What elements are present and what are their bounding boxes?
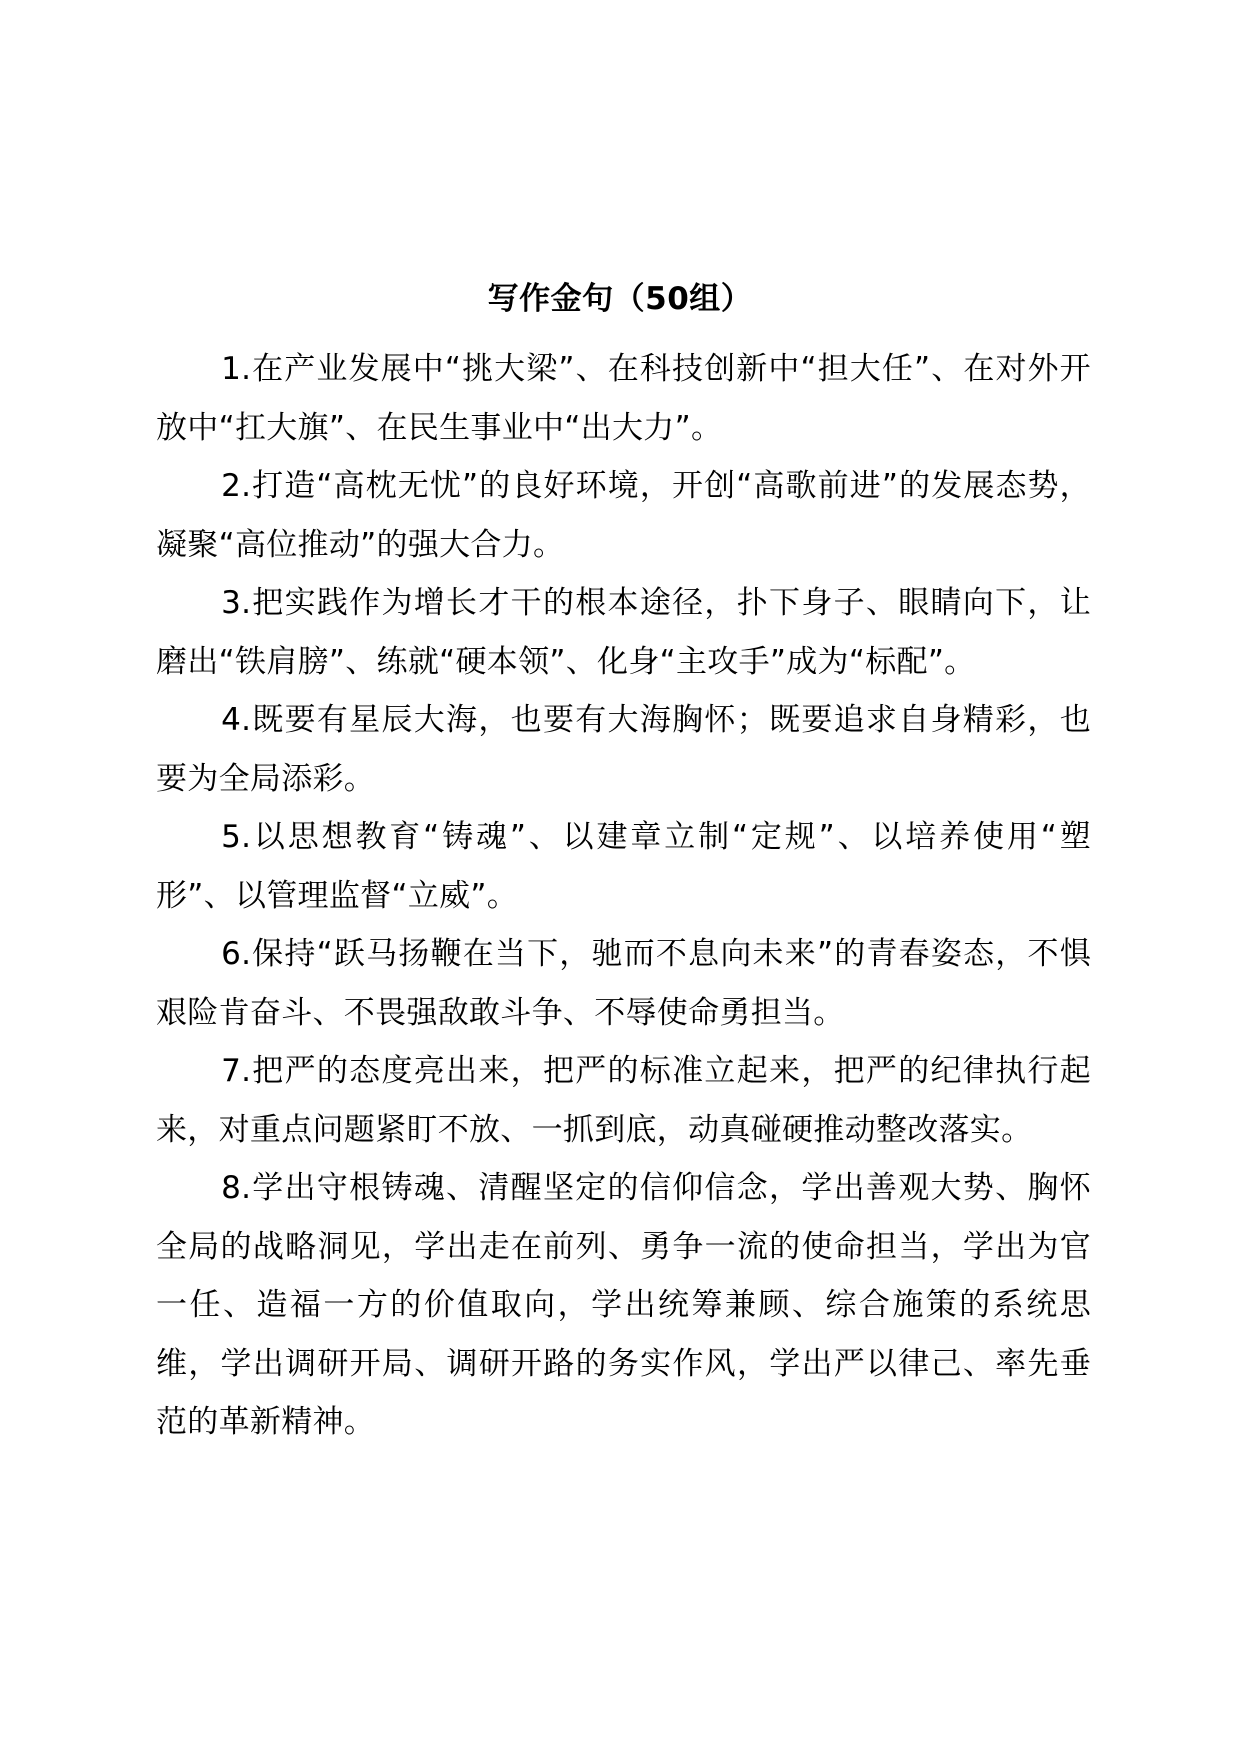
paragraph-4: 4.既要有星辰大海，也要有大海胸怀；既要追求自身精彩，也要为全局添彩。: [156, 702, 1091, 797]
paragraph-1: 1.在产业发展中“挑大梁”、在科技创新中“担大任”、在对外开放中“扛大旗”、在民生事业中“出大力”。: [156, 351, 1091, 446]
document-title: 写作金句（50组）: [487, 281, 753, 317]
document-body: [156, 340, 1091, 1452]
paragraph-7: 7.把严的态度亮出来，把严的标准立起来，把严的纪律执行起来，对重点问题紧盯不放、一抓到底，动真碰硬推动整改落实。: [156, 1053, 1091, 1148]
paragraph-2: 2.打造“高枕无忧”的良好环境，开创“高歌前进”的发展态势，凝聚“高位推动”的强大合力。: [156, 468, 1091, 563]
paragraph-6: 6.保持“跃马扬鞭在当下，驰而不息向未来”的青春姿态，不惧艰险肯奋斗、不畏强敌敢斗争、不辱使命勇担当。: [156, 936, 1091, 1031]
paragraph-8: 8.学出守根铸魂、清醒坚定的信仰信念，学出善观大势、胸怀全局的战略洞见，学出走在前列、勇争一流的使命担当，学出为官一任、造福一方的价值取向，学出统筹兼顾、综合施策的系统思维，学出调研开局、调研开路的务实作风，学出严以律己、率先垂范的革新精神。: [156, 1170, 1091, 1440]
paragraph-3: 3.把实践作为增长才干的根本途径，扑下身子、眼睛向下，让磨出“铁肩膀”、练就“硬本领”、化身“主攻手”成为“标配”。: [156, 585, 1091, 680]
paragraph-5: 5.以思想教育“铸魂”、以建章立制“定规”、以培养使用“塑形”、以管理监督“立威”。: [156, 819, 1091, 914]
